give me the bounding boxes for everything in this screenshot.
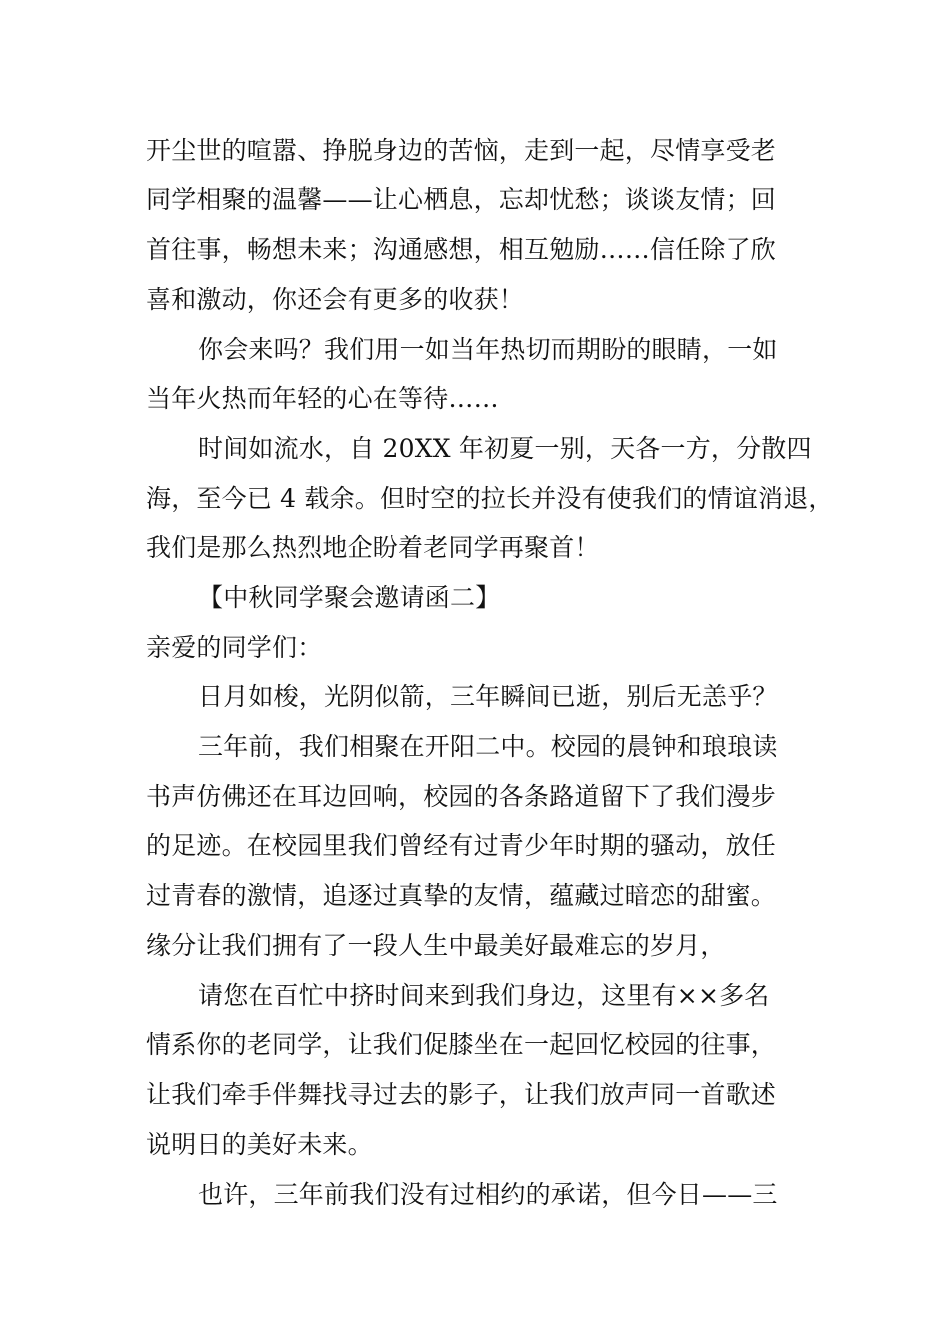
text-line-1: 开尘世的喧嚣、挣脱身边的苦恼，走到一起，尽情享受老: [146, 136, 777, 165]
text-line-4: 喜和激动，你还会有更多的收获！: [146, 285, 525, 314]
text-line-9: 我们是那么热烈地企盼着老同学再聚首！: [146, 533, 600, 562]
text-line-3: 首往事，畅想未来；沟通感想，相互勉励……信任除了欣: [146, 235, 777, 264]
text-line-19: 情系你的老同学，让我们促膝坐在一起回忆校园的往事，: [146, 1030, 777, 1059]
text-line-18: 请您在百忙中挤时间来到我们身边，这里有××多名: [198, 981, 770, 1010]
text-line-14: 书声仿佛还在耳边回响，校园的各条路道留下了我们漫步: [146, 782, 777, 811]
text-line-15: 的足迹。在校园里我们曾经有过青少年时期的骚动，放任: [146, 831, 777, 860]
text-line-12: 日月如梭，光阴似箭，三年瞬间已逝，别后无恙乎？: [198, 682, 778, 711]
text-line-2: 同学相聚的温馨——让心栖息，忘却忧愁；谈谈友情；回: [146, 185, 777, 214]
text-line-22: 也许，三年前我们没有过相约的承诺，但今日——三: [198, 1180, 778, 1209]
text-line-16: 过青春的激情，追逐过真挚的友情，蕴藏过暗恋的甜蜜。: [146, 881, 777, 910]
text-line-7: 时间如流水，自 20XX 年初夏一别，天各一方，分散四: [198, 434, 812, 463]
text-line-5: 你会来吗？我们用一如当年热切而期盼的眼睛，一如: [198, 335, 778, 364]
text-line-13: 三年前，我们相聚在开阳二中。校园的晨钟和琅琅读: [198, 732, 778, 761]
text-line-6: 当年火热而年轻的心在等待……: [146, 384, 499, 413]
text-line-8: 海，至今已 4 载余。但时空的拉长并没有使我们的情谊消退，: [146, 484, 834, 513]
text-line-21: 说明日的美好未来。: [146, 1130, 373, 1159]
salutation: 亲爱的同学们：: [146, 633, 323, 662]
section-heading: 【中秋同学聚会邀请函二】: [198, 583, 501, 612]
text-line-20: 让我们牵手伴舞找寻过去的影子，让我们放声同一首歌述: [146, 1080, 777, 1109]
text-line-17: 缘分让我们拥有了一段人生中最美好最难忘的岁月，: [146, 931, 726, 960]
